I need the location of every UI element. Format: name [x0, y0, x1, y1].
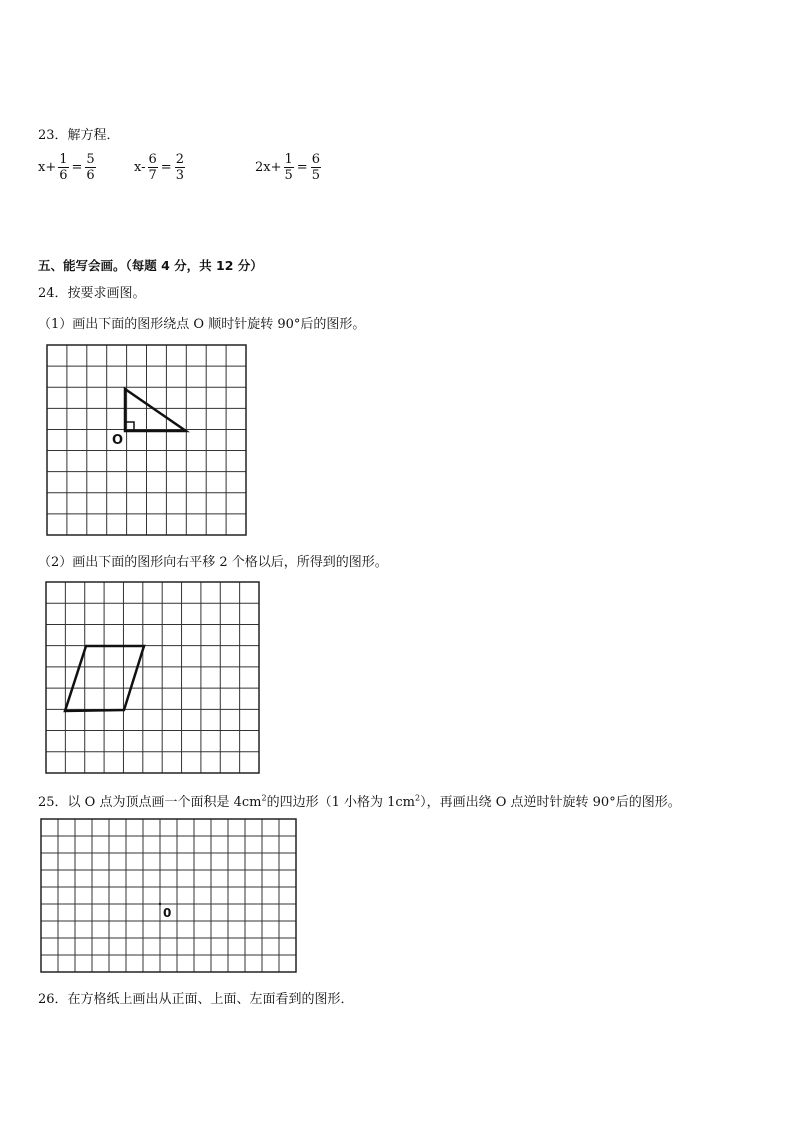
eq1-denominator-1: 6 — [59, 168, 68, 183]
eq1-fraction-2 — [85, 152, 95, 183]
eq3-lhs: 2x+ — [255, 160, 282, 175]
q25-text-part-b: 的四边形（1 小格为 1cm — [266, 795, 415, 810]
equation-1 — [38, 152, 98, 183]
eq3-numerator-2: 6 — [311, 152, 320, 167]
eq3-fraction-1 — [284, 152, 294, 183]
grid-1-origin-label: O — [112, 433, 124, 448]
q25-superscript-1: 2 — [261, 793, 267, 803]
eq1-numerator-1: 1 — [59, 152, 68, 167]
eq3-equals: = — [296, 160, 308, 175]
q23-title: 23．解方程． — [38, 128, 120, 143]
eq3-denominator-1: 5 — [284, 168, 293, 183]
grid-3-border — [41, 819, 296, 972]
q25-text-part-c: ），再画出绕 O 点逆时针旋转 90°后的图形。 — [420, 795, 681, 810]
eq1-fraction-1 — [58, 152, 68, 183]
eq2-fraction-2 — [175, 152, 185, 183]
grid-3-origin-label: 0 — [163, 906, 172, 920]
q26-title: 26．在方格纸上画出从正面、上面、左面看到的图形． — [38, 992, 354, 1007]
q25-text — [38, 791, 681, 810]
equation-3 — [255, 152, 323, 183]
eq2-numerator-2: 2 — [175, 152, 184, 167]
eq2-denominator-1: 7 — [148, 168, 157, 183]
eq2-fraction-1 — [148, 152, 158, 183]
eq1-numerator-2: 5 — [86, 152, 95, 167]
q24-part1-text: （1）画出下面的图形绕点 O 顺时针旋转 90°后的图形。 — [38, 317, 366, 332]
section-5-title: 五、能写会画。（每题 4 分，共 12 分） — [38, 258, 263, 273]
eq2-denominator-2: 3 — [175, 168, 184, 183]
eq1-denominator-2: 6 — [86, 168, 95, 183]
grid-2-lines — [46, 582, 259, 773]
grid-1 — [46, 344, 248, 537]
grid-3-lines — [41, 819, 296, 972]
q24-title: 24．按要求画图。 — [38, 286, 146, 301]
eq2-equals: = — [160, 160, 172, 175]
grid-3 — [40, 818, 298, 974]
grid-1-lines — [47, 345, 246, 535]
eq2-lhs: x- — [134, 160, 146, 175]
q24-part2-text: （2）画出下面的图形向右平移 2 个格以后，所得到的图形。 — [38, 555, 388, 570]
q25-text-part-a: 25．以 O 点为顶点画一个面积是 4cm — [38, 795, 262, 810]
equation-2 — [134, 152, 187, 183]
eq3-fraction-2 — [311, 152, 321, 183]
eq3-denominator-2: 5 — [311, 168, 320, 183]
eq1-equals: = — [71, 160, 83, 175]
eq3-numerator-1: 1 — [284, 152, 293, 167]
grid-2-border — [46, 582, 259, 773]
eq1-lhs: x+ — [38, 160, 57, 175]
grid-3-origin-point — [159, 903, 161, 905]
grid-2 — [45, 581, 261, 775]
eq2-numerator-1: 6 — [148, 152, 157, 167]
q25-superscript-2: 2 — [415, 793, 421, 803]
